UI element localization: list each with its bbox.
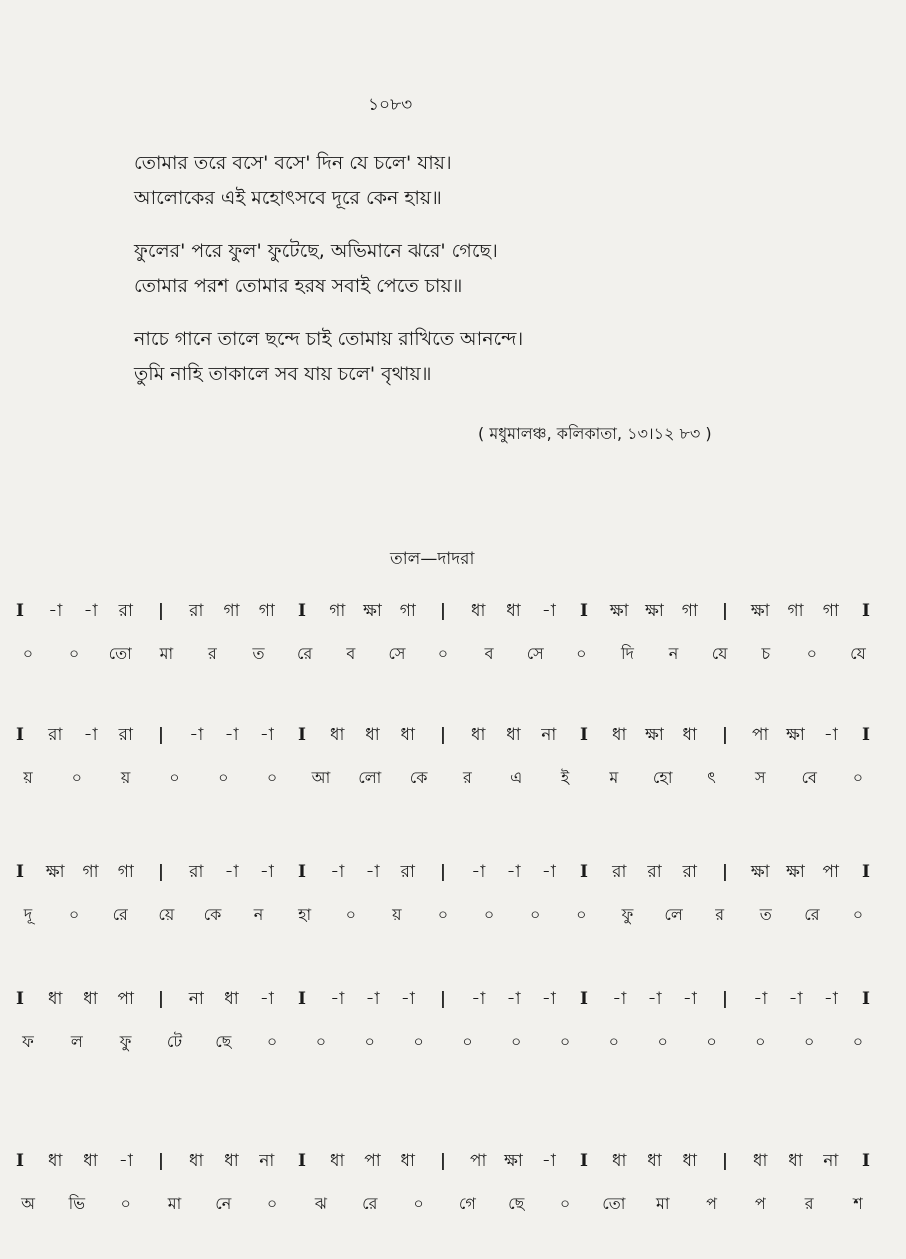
lyric-syllable: সে xyxy=(526,644,544,663)
swara-note: ক্ষা xyxy=(363,601,382,621)
swara-note: না xyxy=(823,1151,839,1171)
swara-note: ধা xyxy=(506,725,521,745)
bar-mark: I xyxy=(862,601,870,621)
lyric-syllable: ০ xyxy=(483,905,495,924)
lyric-syllable: ০ xyxy=(437,644,449,663)
lyric-syllable: ই xyxy=(560,768,570,787)
lyric-syllable: র xyxy=(208,644,217,663)
bar-mark: I xyxy=(862,1151,870,1171)
bar-mark: I xyxy=(862,989,870,1009)
swara-note: ধা xyxy=(788,1151,803,1171)
lyric-syllable: র xyxy=(804,1194,814,1213)
swara-note: -া xyxy=(823,989,838,1009)
bar-mark: I xyxy=(580,725,588,745)
swara-note: -া xyxy=(83,725,98,745)
lyric-syllable: ০ xyxy=(218,768,229,787)
lyric-syllable: হা xyxy=(298,905,312,924)
poem xyxy=(134,146,523,410)
swara-row xyxy=(0,720,906,750)
lyric-syllable: যে xyxy=(850,644,866,663)
swara-note: পা xyxy=(470,1151,487,1171)
lyric-syllable: মা xyxy=(159,644,174,663)
lyric-syllable: রে xyxy=(297,644,313,663)
swara-note: ধা xyxy=(753,1151,768,1171)
lyric-syllable: ০ xyxy=(68,644,80,663)
swara-note: ক্ষা xyxy=(750,862,770,882)
swara-note: ধা xyxy=(365,725,380,745)
bar-mark: I xyxy=(298,601,306,621)
lyric-syllable: ০ xyxy=(315,1032,327,1051)
swara-note: ধা xyxy=(682,725,697,745)
bar-mark: | xyxy=(157,989,165,1009)
lyric-syllable: দি xyxy=(620,644,634,663)
swara-note: গা xyxy=(82,862,99,882)
bar-mark: I xyxy=(298,1151,306,1171)
lyric-syllable: ০ xyxy=(608,1032,620,1051)
lyric-syllable: প xyxy=(754,1194,766,1213)
swara-note: রা xyxy=(682,862,697,882)
swara-note: ধা xyxy=(612,1151,627,1171)
lyric-syllable: সে xyxy=(388,644,406,663)
lyric-syllable: গে xyxy=(458,1194,476,1213)
lyric-syllable: ০ xyxy=(530,905,541,924)
lyric-syllable: ০ xyxy=(22,644,34,663)
lyric-syllable: ফু xyxy=(621,905,634,924)
lyric-syllable: তো xyxy=(108,644,132,663)
bar-mark: | xyxy=(721,862,729,882)
lyric-syllable: লে xyxy=(664,905,683,924)
swara-note: ক্ষা xyxy=(645,725,664,745)
bar-mark: | xyxy=(157,725,165,745)
poem-line: আলোকের এই মহোৎসবে দূরে কেন হায়॥ xyxy=(134,187,442,209)
lyric-syllable: টে xyxy=(166,1032,183,1051)
swara-note: ক্ষা xyxy=(750,601,770,621)
swara-note: ক্ষা xyxy=(786,725,805,745)
bar-mark: I xyxy=(298,989,306,1009)
lyric-syllable: ০ xyxy=(852,905,864,924)
poem-line: তুমি নাহি তাকালে সব যায় চলে' বৃথায়॥ xyxy=(134,363,432,385)
lyric-syllable: রে xyxy=(362,1194,378,1213)
swara-note: গা xyxy=(258,601,275,621)
lyric-syllable: র xyxy=(463,768,472,787)
bar-mark: I xyxy=(580,601,588,621)
swara-row xyxy=(0,984,906,1014)
swara-note: ক্ষা xyxy=(786,862,805,882)
lyric-syllable: আ xyxy=(311,768,331,787)
lyric-syllable: ০ xyxy=(576,905,587,924)
source-citation: ( মধুমালঞ্চ, কলিকাতা, ১৩।১২ ৮৩ ) xyxy=(478,424,712,443)
bar-mark: I xyxy=(862,862,870,882)
swara-note: গা xyxy=(822,601,839,621)
lyric-syllable: ০ xyxy=(755,1032,766,1051)
swara-row xyxy=(0,857,906,887)
lyric-syllable: ০ xyxy=(413,1194,424,1213)
bar-mark: I xyxy=(16,725,24,745)
swara-note: ধা xyxy=(400,1151,415,1171)
swara-note: রা xyxy=(647,862,662,882)
swara-note: -া xyxy=(83,601,98,621)
lyric-syllable: ৎ xyxy=(707,768,716,787)
swara-note: ধা xyxy=(612,725,627,745)
lyric-syllable: ফ xyxy=(22,1032,34,1051)
lyric-syllable: দূ xyxy=(23,905,33,924)
lyric-syllable: ভি xyxy=(68,1194,86,1213)
swara-note: -া xyxy=(612,989,627,1009)
swara-note: গা xyxy=(787,601,804,621)
swara-note: -া xyxy=(365,989,380,1009)
lyric-syllable: মা xyxy=(167,1194,182,1213)
swara-note: পা xyxy=(117,989,134,1009)
tal-heading: তাল—দাদরা xyxy=(390,549,475,569)
swara-note: -া xyxy=(788,989,803,1009)
bar-mark: I xyxy=(298,862,306,882)
lyric-syllable: ০ xyxy=(462,1032,473,1051)
lyric-syllable: ০ xyxy=(803,1032,815,1051)
swara-note: -া xyxy=(330,862,345,882)
bar-mark: | xyxy=(157,601,165,621)
swara-note: ধা xyxy=(330,1151,345,1171)
bar-mark: I xyxy=(16,601,24,621)
page-number: ১০৮৩ xyxy=(368,95,413,115)
bar-mark: I xyxy=(580,862,588,882)
swara-note: -া xyxy=(753,989,768,1009)
swara-note: রা xyxy=(48,725,63,745)
swara-note: -া xyxy=(365,862,380,882)
swara-note: গা xyxy=(117,862,134,882)
lyric-syllable: য়ে xyxy=(158,905,175,924)
lyric-syllable: স xyxy=(755,768,766,787)
lyric-syllable: ০ xyxy=(559,1194,571,1213)
lyric-syllable: শ xyxy=(853,1194,863,1213)
swara-note: না xyxy=(259,1151,275,1171)
swara-note: পা xyxy=(364,1151,381,1171)
swara-note: রা xyxy=(118,725,133,745)
poem-line: নাচে গানে তালে ছন্দে চাই তোমায় রাখিতে আনন্দে। xyxy=(134,328,524,350)
swara-note: ক্ষা xyxy=(45,862,65,882)
bar-mark: | xyxy=(721,601,729,621)
swara-note: ধা xyxy=(647,1151,662,1171)
poem-stanza xyxy=(134,234,523,304)
swara-note: -া xyxy=(506,862,521,882)
lyric-syllable: লো xyxy=(358,768,382,787)
swara-note: -া xyxy=(541,1151,556,1171)
lyric-syllable: কে xyxy=(203,905,222,924)
swara-note: ধা xyxy=(224,1151,239,1171)
swara-note: রা xyxy=(612,862,627,882)
lyric-syllable: রে xyxy=(804,905,820,924)
swara-row xyxy=(0,1146,906,1176)
lyric-syllable: ঝ xyxy=(314,1194,327,1213)
bar-mark: | xyxy=(439,601,447,621)
swara-note: রা xyxy=(189,601,204,621)
lyric-syllable: ০ xyxy=(71,768,83,787)
lyric-syllable: ব xyxy=(346,644,356,663)
bar-mark: I xyxy=(16,989,24,1009)
swara-note: -া xyxy=(541,989,556,1009)
swara-note: -া xyxy=(541,601,556,621)
lyric-row xyxy=(0,763,906,793)
swara-note: ধা xyxy=(400,725,415,745)
lyric-syllable: ০ xyxy=(68,905,80,924)
lyric-syllable: ত xyxy=(759,905,772,924)
swara-note: -া xyxy=(224,862,239,882)
bar-mark: I xyxy=(298,725,306,745)
lyric-syllable: ০ xyxy=(852,1032,864,1051)
swara-note: ক্ষা xyxy=(645,601,664,621)
lyric-syllable: হো xyxy=(652,768,673,787)
swara-note: -া xyxy=(682,989,697,1009)
lyric-syllable: ০ xyxy=(511,1032,522,1051)
bar-mark: I xyxy=(16,1151,24,1171)
swara-note: ধা xyxy=(471,601,486,621)
swara-note: -া xyxy=(259,989,274,1009)
swara-note: ধা xyxy=(224,989,239,1009)
poem-stanza xyxy=(134,322,523,392)
swara-note: গা xyxy=(329,601,346,621)
lyric-syllable: ম xyxy=(609,768,619,787)
poem-stanza xyxy=(134,146,523,216)
swara-note: ধা xyxy=(189,1151,204,1171)
lyric-syllable: য় xyxy=(120,768,131,787)
lyric-syllable: ০ xyxy=(559,1032,571,1051)
lyric-syllable: ০ xyxy=(437,905,449,924)
lyric-syllable: ন xyxy=(253,905,264,924)
poem-line: ফুলের' পরে ফুল' ফুটেছে, অভিমানে ঝরে' গেছে। xyxy=(134,240,498,262)
swara-note: -া xyxy=(259,862,274,882)
bar-mark: | xyxy=(721,725,729,745)
lyric-row xyxy=(0,639,906,669)
swara-note: -া xyxy=(118,1151,133,1171)
lyric-syllable: ০ xyxy=(266,1032,278,1051)
swara-note: ধা xyxy=(48,989,63,1009)
swara-note: -া xyxy=(48,601,63,621)
swara-note: -া xyxy=(471,989,486,1009)
lyric-syllable: অ xyxy=(21,1194,35,1213)
lyric-syllable: এ xyxy=(510,768,523,787)
lyric-syllable: ছে xyxy=(215,1032,232,1051)
bar-mark: | xyxy=(439,862,447,882)
lyric-syllable: চ xyxy=(761,644,771,663)
lyric-syllable: প xyxy=(706,1194,717,1213)
swara-note: না xyxy=(541,725,557,745)
lyric-syllable: ০ xyxy=(169,768,180,787)
swara-note: ধা xyxy=(48,1151,63,1171)
swara-note: ধা xyxy=(330,725,345,745)
lyric-syllable: নে xyxy=(215,1194,232,1213)
lyric-syllable: র xyxy=(715,905,725,924)
bar-mark: | xyxy=(721,989,729,1009)
lyric-syllable: ০ xyxy=(120,1194,131,1213)
swara-row xyxy=(0,596,906,626)
swara-note: না xyxy=(188,989,204,1009)
swara-note: -া xyxy=(189,725,204,745)
bar-mark: | xyxy=(157,1151,165,1171)
lyric-syllable: ০ xyxy=(852,768,864,787)
swara-note: -া xyxy=(541,862,556,882)
lyric-syllable: তো xyxy=(602,1194,626,1213)
lyric-syllable: ০ xyxy=(266,1194,278,1213)
lyric-syllable: কে xyxy=(409,768,428,787)
bar-mark: I xyxy=(862,725,870,745)
bar-mark: I xyxy=(16,862,24,882)
lyric-syllable: বে xyxy=(801,768,817,787)
swara-note: ক্ষা xyxy=(609,601,629,621)
lyric-syllable: ০ xyxy=(657,1032,668,1051)
swara-note: রা xyxy=(118,601,133,621)
poem-line: তোমার তরে বসে' বসে' দিন যে চলে' যায়। xyxy=(134,152,452,174)
lyric-syllable: য় xyxy=(23,768,33,787)
swara-note: -া xyxy=(400,989,415,1009)
lyric-row xyxy=(0,1027,906,1057)
lyric-syllable: ০ xyxy=(576,644,587,663)
lyric-row xyxy=(0,900,906,930)
lyric-syllable: ত xyxy=(252,644,265,663)
swara-note: -া xyxy=(823,725,838,745)
swara-note: ধা xyxy=(682,1151,697,1171)
lyric-syllable: ০ xyxy=(266,768,278,787)
swara-note: -া xyxy=(471,862,486,882)
lyric-syllable: ব xyxy=(484,644,494,663)
lyric-syllable: রে xyxy=(112,905,128,924)
lyric-syllable: যে xyxy=(711,644,728,663)
lyric-syllable: ০ xyxy=(806,644,818,663)
swara-note: গা xyxy=(399,601,416,621)
bar-mark: | xyxy=(439,725,447,745)
lyric-syllable: মা xyxy=(655,1194,670,1213)
swara-note: -া xyxy=(259,725,274,745)
swara-note: ধা xyxy=(83,989,98,1009)
bar-mark: | xyxy=(157,862,165,882)
swara-note: ধা xyxy=(83,1151,98,1171)
lyric-syllable: ছে xyxy=(508,1194,525,1213)
lyric-syllable: ০ xyxy=(413,1032,424,1051)
swara-note: ক্ষা xyxy=(504,1151,523,1171)
swara-note: গা xyxy=(223,601,240,621)
poem-line: তোমার পরশ তোমার হরষ সবাই পেতে চায়॥ xyxy=(134,275,463,297)
lyric-row xyxy=(0,1189,906,1219)
bar-mark: I xyxy=(580,989,588,1009)
lyric-syllable: ন xyxy=(668,644,679,663)
bar-mark: | xyxy=(439,989,447,1009)
swara-note: -া xyxy=(330,989,345,1009)
swara-note: ধা xyxy=(506,601,521,621)
bar-mark: | xyxy=(721,1151,729,1171)
swara-note: ধা xyxy=(471,725,486,745)
swara-note: -া xyxy=(506,989,521,1009)
lyric-syllable: ফু xyxy=(119,1032,132,1051)
bar-mark: | xyxy=(439,1151,447,1171)
swara-note: রা xyxy=(189,862,204,882)
swara-note: -া xyxy=(647,989,662,1009)
lyric-syllable: ০ xyxy=(706,1032,717,1051)
lyric-syllable: ল xyxy=(70,1032,83,1051)
swara-note: গা xyxy=(681,601,698,621)
swara-note: পা xyxy=(822,862,839,882)
swara-note: রা xyxy=(400,862,415,882)
swara-note: পা xyxy=(752,725,769,745)
lyric-syllable: ০ xyxy=(364,1032,375,1051)
bar-mark: I xyxy=(580,1151,588,1171)
lyric-syllable: ০ xyxy=(345,905,356,924)
lyric-syllable: য় xyxy=(392,905,402,924)
swara-note: -া xyxy=(224,725,239,745)
